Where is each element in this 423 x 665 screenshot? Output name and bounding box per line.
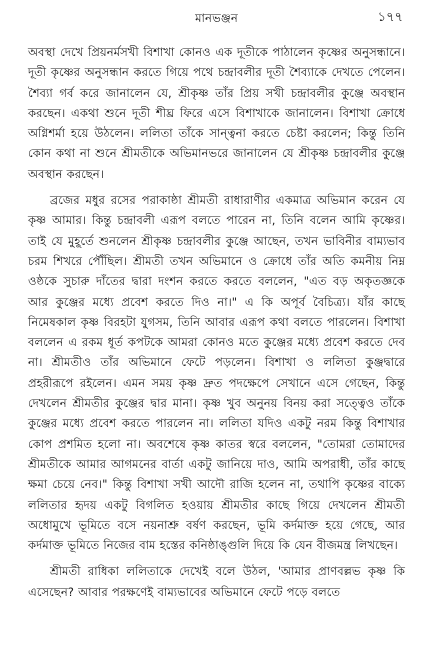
paragraph-3: শ্রীমতী রাধিকা ললিতাকে দেখেই বলে উঠল, 'আমার প্রাণবল্লভ কৃষ্ণ কি এসেছেন? আবার পরক্ষণেই বাম্যভাবের অভিমানে ফেটে পড়ে বলতে (28, 564, 405, 599)
paragraph-1: অবস্থা দেখে প্রিয়নর্মসখী বিশাখা কোনও এক দূতীকে পাঠালেন কৃষ্ণের অনুসন্ধানে। দূতী কৃষ্ণের অনুসন্ধান করতে গিয়ে পথে চন্দ্রাবলীর দূতী শৈব্যাকে দেখতে পেলেন। শৈব্যা গর্ব করে জানালেন যে, শ্রীকৃষ্ণ তাঁর প্রিয় সখী চন্দ্রাবলীর কুঞ্জে অবস্থান করছেন। একথা শুনে দূতী শীঘ্র ফিরে এসে বিশাখাকে জানালেন। বিশাখা ক্রোধে অগ্নিশর্মা হয়ে উঠলেন। ললিতা তাঁকে সান্ত্বনা করতে চেষ্টা করলেন; কিন্তু তিনি কোন কথা না শুনে শ্রীমতীকে অভিমানভরে জানালেন যে শ্রীকৃষ্ণ চন্দ্রাবলীর কুঞ্জে অবস্থান করছেন। (28, 45, 405, 181)
body-text (28, 42, 405, 602)
chapter-title: মানভঞ্জন (195, 11, 238, 25)
paragraph-2: ব্রজের মধুর রসের পরাকাষ্ঠা শ্রীমতী রাধারাণীর একমাত্র অভিমান করেন যে কৃষ্ণ আমার। কিন্তু চন্দ্রাবলী এরূপ বলতে পারেন না, তিনি বলেন আমি কৃষ্ণের। তাই যে মুহূর্তে শুনলেন শ্রীকৃষ্ণ চন্দ্রাবলীর কুঞ্জে আছেন, তখন ভাবিনীর বাম্যভাব চরম শিখরে পৌঁছিল। শ্রীমতী তখন অভিমানে ও ক্রোধে তাঁর অতি কমনীয় নিম্ন ওষ্ঠকে সুচারু দাঁতের দ্বারা দংশন করতে করতে বললেন, "এত বড় অকৃতজ্ঞকে আর কুঞ্জের মধ্যে প্রবেশ করতে দিও না।" এ কি অপূর্ব বৈচিত্র্য। যাঁর কাছে নিমেষকাল কৃষ্ণ বিরহটা যুগসম, তিনি আবার এরূপ কথা বলতে পারলেন। বিশাখা বললেন এ রকম ধূর্ত কপটকে আমরা কোনও মতে কুঞ্জের মধ্যে প্রবেশ করতে দেব না। শ্রীমতীও তাঁর অভিমানে ফেটে পড়লেন। বিশাখা ও ললিতা কুঞ্জদ্বারে প্রহরীরূপে রইলেন। এমন সময় কৃষ্ণ দ্রুত পদক্ষেপে সেখানে এসে গেছেন, কিন্তু দেখলেন শ্রীমতীর কুঞ্জের দ্বার মানা। কৃষ্ণ খুব অনুনয় বিনয় করা সত্ত্বেও তাঁকে কুঞ্জের মধ্যে প্রবেশ করতে পারলেন না। ললিতা যদিও একটু নরম কিন্তু বিশাখার কোপ প্রশমিত হলো না। অবশেষে কৃষ্ণ কাতর স্বরে বললেন, "তোমরা তোমাদের শ্রীমতীকে আমার আগমনের বার্তা একটু জানিয়ে দাও, আমি অপরাধী, তাঁর কাছে ক্ষমা চেয়ে নেব।" কিন্তু বিশাখা সখী আদৌ রাজি হলেন না, তথাপি কৃষ্ণের বাক্যে ললিতার হৃদয় একটু বিগলিত হওয়ায় শ্রীমতীর কাছে গিয়ে দেখলেন শ্রীমতী অধোমুখে ভূমিতে বসে নয়নাশ্রু বর্ষণ করছেন, ভূমি কর্দমাক্ত হয়ে গেছে, আর কর্দমাক্ত ভূমিতে নিজের বাম হস্তের কনিষ্ঠাঙ্গুলি দিয়ে কি যেন বীজমন্ত্র লিখছেন। (28, 193, 405, 553)
page-number: ১৭৭ (377, 10, 403, 25)
running-header (28, 6, 405, 32)
